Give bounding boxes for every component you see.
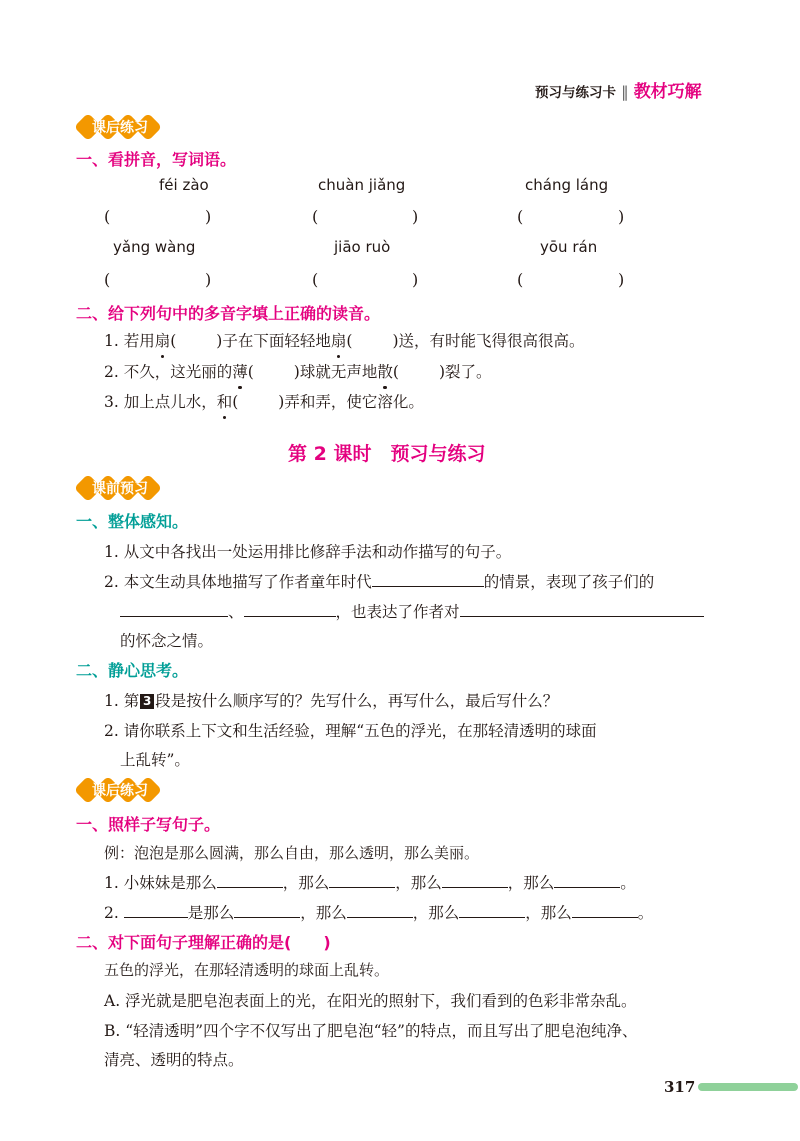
header-divider: ‖ bbox=[621, 83, 629, 101]
question-line: 的怀念之情。 bbox=[120, 632, 214, 650]
answer-paren-close: ) bbox=[205, 270, 212, 289]
badge-shape-icon bbox=[76, 115, 168, 139]
header-right-label: 教材巧解 bbox=[633, 82, 702, 102]
fill-blank[interactable] bbox=[217, 872, 283, 888]
answer-paren-open: ( bbox=[517, 270, 524, 289]
answer-paren-open: ( bbox=[312, 270, 319, 289]
pinyin-2: chuàn jiǎng bbox=[318, 176, 406, 194]
question-line: 1. 第 3 段是按什么顺序写的？先写什么，再写什么，最后写什么？ bbox=[104, 692, 559, 710]
option-b-continued: 清亮、透明的特点。 bbox=[104, 1051, 244, 1069]
fill-blank[interactable] bbox=[234, 902, 300, 918]
answer-paren-close: ) bbox=[205, 207, 212, 226]
badge-after-class bbox=[76, 778, 168, 802]
section-title: 一、照样子写句子。 bbox=[76, 815, 221, 834]
question-line: 2. 本文生动具体地描写了作者童年时代 的情景，表现了孩子们的 bbox=[104, 573, 655, 591]
answer-paren-close: ) bbox=[618, 270, 625, 289]
pinyin-4: yǎng wàng bbox=[113, 238, 196, 256]
badge-before-class bbox=[76, 476, 168, 500]
section-title: 二、静心思考。 bbox=[76, 661, 189, 680]
badge-shape-icon bbox=[76, 778, 168, 802]
option-b: B. “轻清透明”四个字不仅写出了肥皂泡“轻”的特点，而且写出了肥皂泡纯净、 bbox=[104, 1022, 638, 1040]
fill-blank[interactable] bbox=[442, 872, 508, 888]
question-line: 1. 小妹妹是那么 ，那么 ，那么 ，那么 。 bbox=[104, 874, 636, 892]
pinyin-3: cháng láng bbox=[525, 176, 609, 194]
page-decor-bar bbox=[698, 1083, 798, 1091]
question-line: 2. 请你联系上下文和生活经验，理解“五色的浮光，在那轻清透明的球面 bbox=[104, 722, 597, 740]
answer-paren-open: ( bbox=[312, 207, 319, 226]
paragraph-number-badge: 3 bbox=[140, 694, 154, 709]
lesson-title: 第 2 课时 预习与练习 bbox=[288, 443, 486, 465]
pinyin-1: féi zào bbox=[159, 176, 209, 194]
question-line: 2. 是那么 ，那么 ，那么 ，那么 。 bbox=[104, 904, 654, 922]
fill-blank[interactable] bbox=[347, 902, 413, 918]
section-title: 一、看拼音，写词语。 bbox=[76, 150, 237, 169]
answer-paren-open: ( bbox=[104, 207, 111, 226]
fill-blank[interactable] bbox=[460, 601, 704, 617]
fill-blank[interactable] bbox=[459, 902, 525, 918]
question-line: 3. 加上点儿水，和( )弄和弄，使它溶化。 bbox=[104, 390, 424, 412]
fill-blank[interactable] bbox=[120, 601, 228, 617]
header-left-label: 预习与练习卡 bbox=[535, 85, 616, 101]
question-line: 上乱转”。 bbox=[120, 751, 190, 769]
answer-paren-close: ) bbox=[412, 207, 419, 226]
badge-text: 课后练习 bbox=[92, 120, 148, 136]
answer-paren-close: ) bbox=[412, 270, 419, 289]
question-line: 2. 不久，这光丽的薄( )球就无声地散( )裂了。 bbox=[104, 360, 492, 382]
question-line: 1. 若用扇( )子在下面轻轻地扇( )送，有时能飞得很高很高。 bbox=[104, 329, 585, 351]
fill-blank[interactable] bbox=[554, 872, 620, 888]
badge-text: 课后练习 bbox=[92, 783, 148, 799]
section-title: 二、给下列句中的多音字填上正确的读音。 bbox=[76, 304, 381, 323]
answer-paren-open: ( bbox=[104, 270, 111, 289]
answer-paren-close: ) bbox=[618, 207, 625, 226]
fill-blank[interactable] bbox=[244, 601, 336, 617]
quote-line: 五色的浮光，在那轻清透明的球面上乱转。 bbox=[104, 961, 390, 979]
section-title: 二、对下面句子理解正确的是( ) bbox=[76, 933, 331, 952]
page-number: 317 bbox=[664, 1078, 696, 1096]
badge-shape-icon bbox=[76, 476, 168, 500]
running-header bbox=[535, 77, 702, 102]
fill-blank[interactable] bbox=[572, 902, 638, 918]
badge-after-class bbox=[76, 115, 168, 139]
example-line: 例：泡泡是那么圆满，那么自由，那么透明，那么美丽。 bbox=[104, 844, 480, 862]
answer-paren-open: ( bbox=[517, 207, 524, 226]
fill-blank[interactable] bbox=[372, 571, 484, 587]
pinyin-5: jiāo ruò bbox=[334, 238, 391, 256]
fill-blank[interactable] bbox=[124, 902, 188, 918]
question-line: 1. 从文中各找出一处运用排比修辞手法和动作描写的句子。 bbox=[104, 543, 512, 561]
question-line: 、 ，也表达了作者对 bbox=[120, 600, 704, 622]
fill-blank[interactable] bbox=[329, 872, 395, 888]
section-title: 一、整体感知。 bbox=[76, 512, 189, 531]
option-a: A. 浮光就是肥皂泡表面上的光，在阳光的照射下，我们看到的色彩非常杂乱。 bbox=[104, 992, 637, 1010]
pinyin-6: yōu rán bbox=[540, 238, 598, 256]
badge-text: 课前预习 bbox=[92, 481, 148, 497]
